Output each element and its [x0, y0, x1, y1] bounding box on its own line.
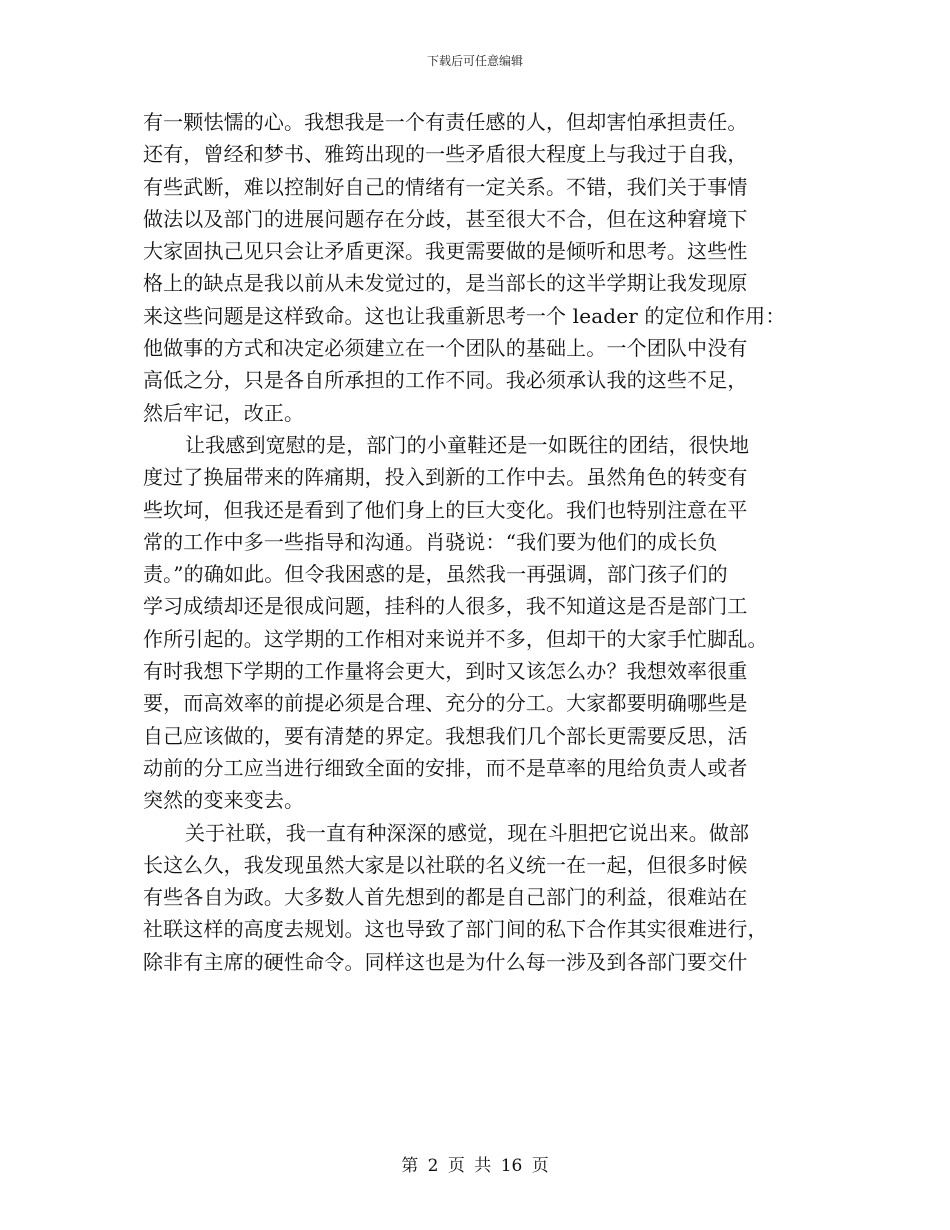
- text-line: 自己应该做的，要有清楚的界定。我想我们几个部长更需要反思，活: [143, 723, 748, 748]
- text-line: 让我感到宽慰的是，部门的小童鞋还是一如既往的团结，很快地: [185, 432, 750, 457]
- document-body: [143, 106, 803, 978]
- page-header: 下载后可任意编辑: [426, 54, 523, 68]
- text-line: 他做事的方式和决定必须建立在一个团队的基础上。一个团队中没有: [143, 336, 748, 361]
- text-line: 然后牢记，改正。: [143, 400, 305, 425]
- text-line: 动前的分工应当进行细致全面的安排，而不是草率的甩给负责人或者: [143, 755, 748, 780]
- text-line: 高低之分，只是各自所承担的工作不同。我必须承认我的这些不足，: [143, 368, 748, 393]
- text-line: 格上的缺点是我以前从未发觉过的，是当部长的这半学期让我发现原: [143, 271, 748, 296]
- text-line: 做法以及部门的进展问题存在分歧，甚至很大不合，但在这种窘境下: [143, 206, 748, 231]
- text-line: 学习成绩却还是很成问题，挂科的人很多，我不知道这是否是部门工: [143, 594, 748, 619]
- text-line: 关于社联，我一直有种深深的感觉，现在斗胆把它说出来。做部: [185, 820, 750, 845]
- text-line: 社联这样的高度去规划。这也导致了部门间的私下合作其实很难进行，: [143, 917, 768, 942]
- text-line: 突然的变来变去。: [143, 788, 305, 813]
- text-line: 责。”的确如此。但令我困惑的是，虽然我一再强调，部门孩子们的: [143, 562, 728, 587]
- text-line: 有一颗怯懦的心。我想我是一个有责任感的人，但却害怕承担责任。: [143, 110, 748, 134]
- text-line: 长这么久，我发现虽然大家是以社联的名义统一在一起，但很多时候: [143, 852, 748, 877]
- text-line: 有时我想下学期的工作量将会更大，到时又该怎么办？我想效率很重: [143, 659, 748, 684]
- page-footer: 第 2 页 共 16 页: [401, 1156, 549, 1176]
- text-line: 要，而高效率的前提必须是合理、充分的分工。大家都要明确哪些是: [143, 691, 748, 716]
- text-line: 作所引起的。这学期的工作相对来说并不多，但却干的大家手忙脚乱。: [143, 626, 768, 651]
- text-line: 除非有主席的硬性命令。同样这也是为什么每一涉及到各部门要交什: [143, 949, 748, 974]
- text-line: 度过了换届带来的阵痛期，投入到新的工作中去。虽然角色的转变有: [143, 465, 748, 490]
- text-line: 有些各自为政。大多数人首先想到的都是自己部门的利益，很难站在: [143, 885, 748, 910]
- text-line: 有些武断，难以控制好自己的情绪有一定关系。不错，我们关于事情: [143, 174, 748, 199]
- text-line: 来这些问题是这样致命。这也让我重新思考一个 leader 的定位和作用：: [143, 303, 786, 328]
- text-line: 还有，曾经和梦书、雅筠出现的一些矛盾很大程度上与我过于自我，: [143, 142, 748, 167]
- text-line: 些坎坷，但我还是看到了他们身上的巨大变化。我们也特别注意在平: [143, 497, 748, 522]
- text-line: 常的工作中多一些指导和沟通。肖骁说：“我们要为他们的成长负: [143, 529, 718, 554]
- text-line: 大家固执己见只会让矛盾更深。我更需要做的是倾听和思考。这些性: [143, 239, 748, 264]
